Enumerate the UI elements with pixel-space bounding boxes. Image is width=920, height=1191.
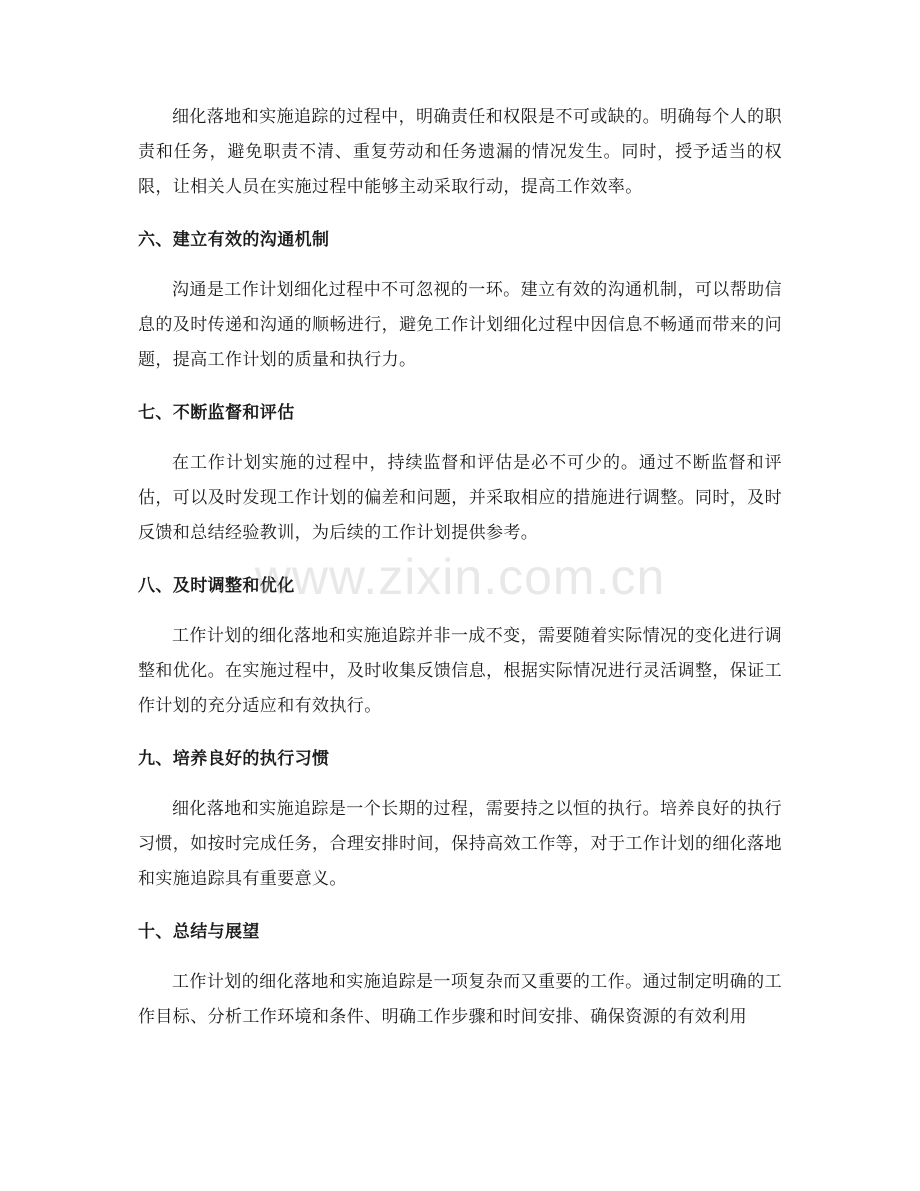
paragraph-adjustment: 工作计划的细化落地和实施追踪并非一成不变，需要随着实际情况的变化进行调整和优化。在实施过程中，及时收集反馈信息，根据实际情况进行灵活调整，保证工作计划的充分适应和有效执行。 xyxy=(138,626,782,716)
paragraph-summary: 工作计划的细化落地和实施追踪是一项复杂而又重要的工作。通过制定明确的工作目标、分析工作环境和条件、明确工作步骤和时间安排、确保资源的有效利用 xyxy=(138,972,782,1027)
paragraph-monitoring: 在工作计划实施的过程中，持续监督和评估是必不可少的。通过不断监督和评估，可以及时发现工作计划的偏差和问题，并采取相应的措施进行调整。同时，及时反馈和总结经验教训，为后续的工作计划提供参考。 xyxy=(138,453,782,543)
section-heading-10: 十、总结与展望 xyxy=(138,922,260,942)
paragraph-habits: 细化落地和实施追踪是一个长期的过程，需要持之以恒的执行。培养良好的执行习惯，如按时完成任务，合理安排时间，保持高效工作等，对于工作计划的细化落地和实施追踪具有重要意义。 xyxy=(138,799,782,889)
document-body xyxy=(138,100,782,1035)
watermark-text: www.zixin.com.cn xyxy=(254,549,666,605)
section-heading-8: 八、及时调整和优化 xyxy=(138,576,295,596)
paragraph-communication: 沟通是工作计划细化过程中不可忽视的一环。建立有效的沟通机制，可以帮助信息的及时传递和沟通的顺畅进行，避免工作计划细化过程中因信息不畅通而带来的问题，提高工作计划的质量和执行力。 xyxy=(138,280,782,370)
section-heading-6: 六、建立有效的沟通机制 xyxy=(138,230,330,250)
section-heading-7: 七、不断监督和评估 xyxy=(138,403,295,423)
paragraph-responsibility: 细化落地和实施追踪的过程中，明确责任和权限是不可或缺的。明确每个人的职责和任务，避免职责不清、重复劳动和任务遗漏的情况发生。同时，授予适当的权限，让相关人员在实施过程中能够主动采取行动，提高工作效率。 xyxy=(138,107,782,197)
section-heading-9: 九、培养良好的执行习惯 xyxy=(138,749,330,769)
